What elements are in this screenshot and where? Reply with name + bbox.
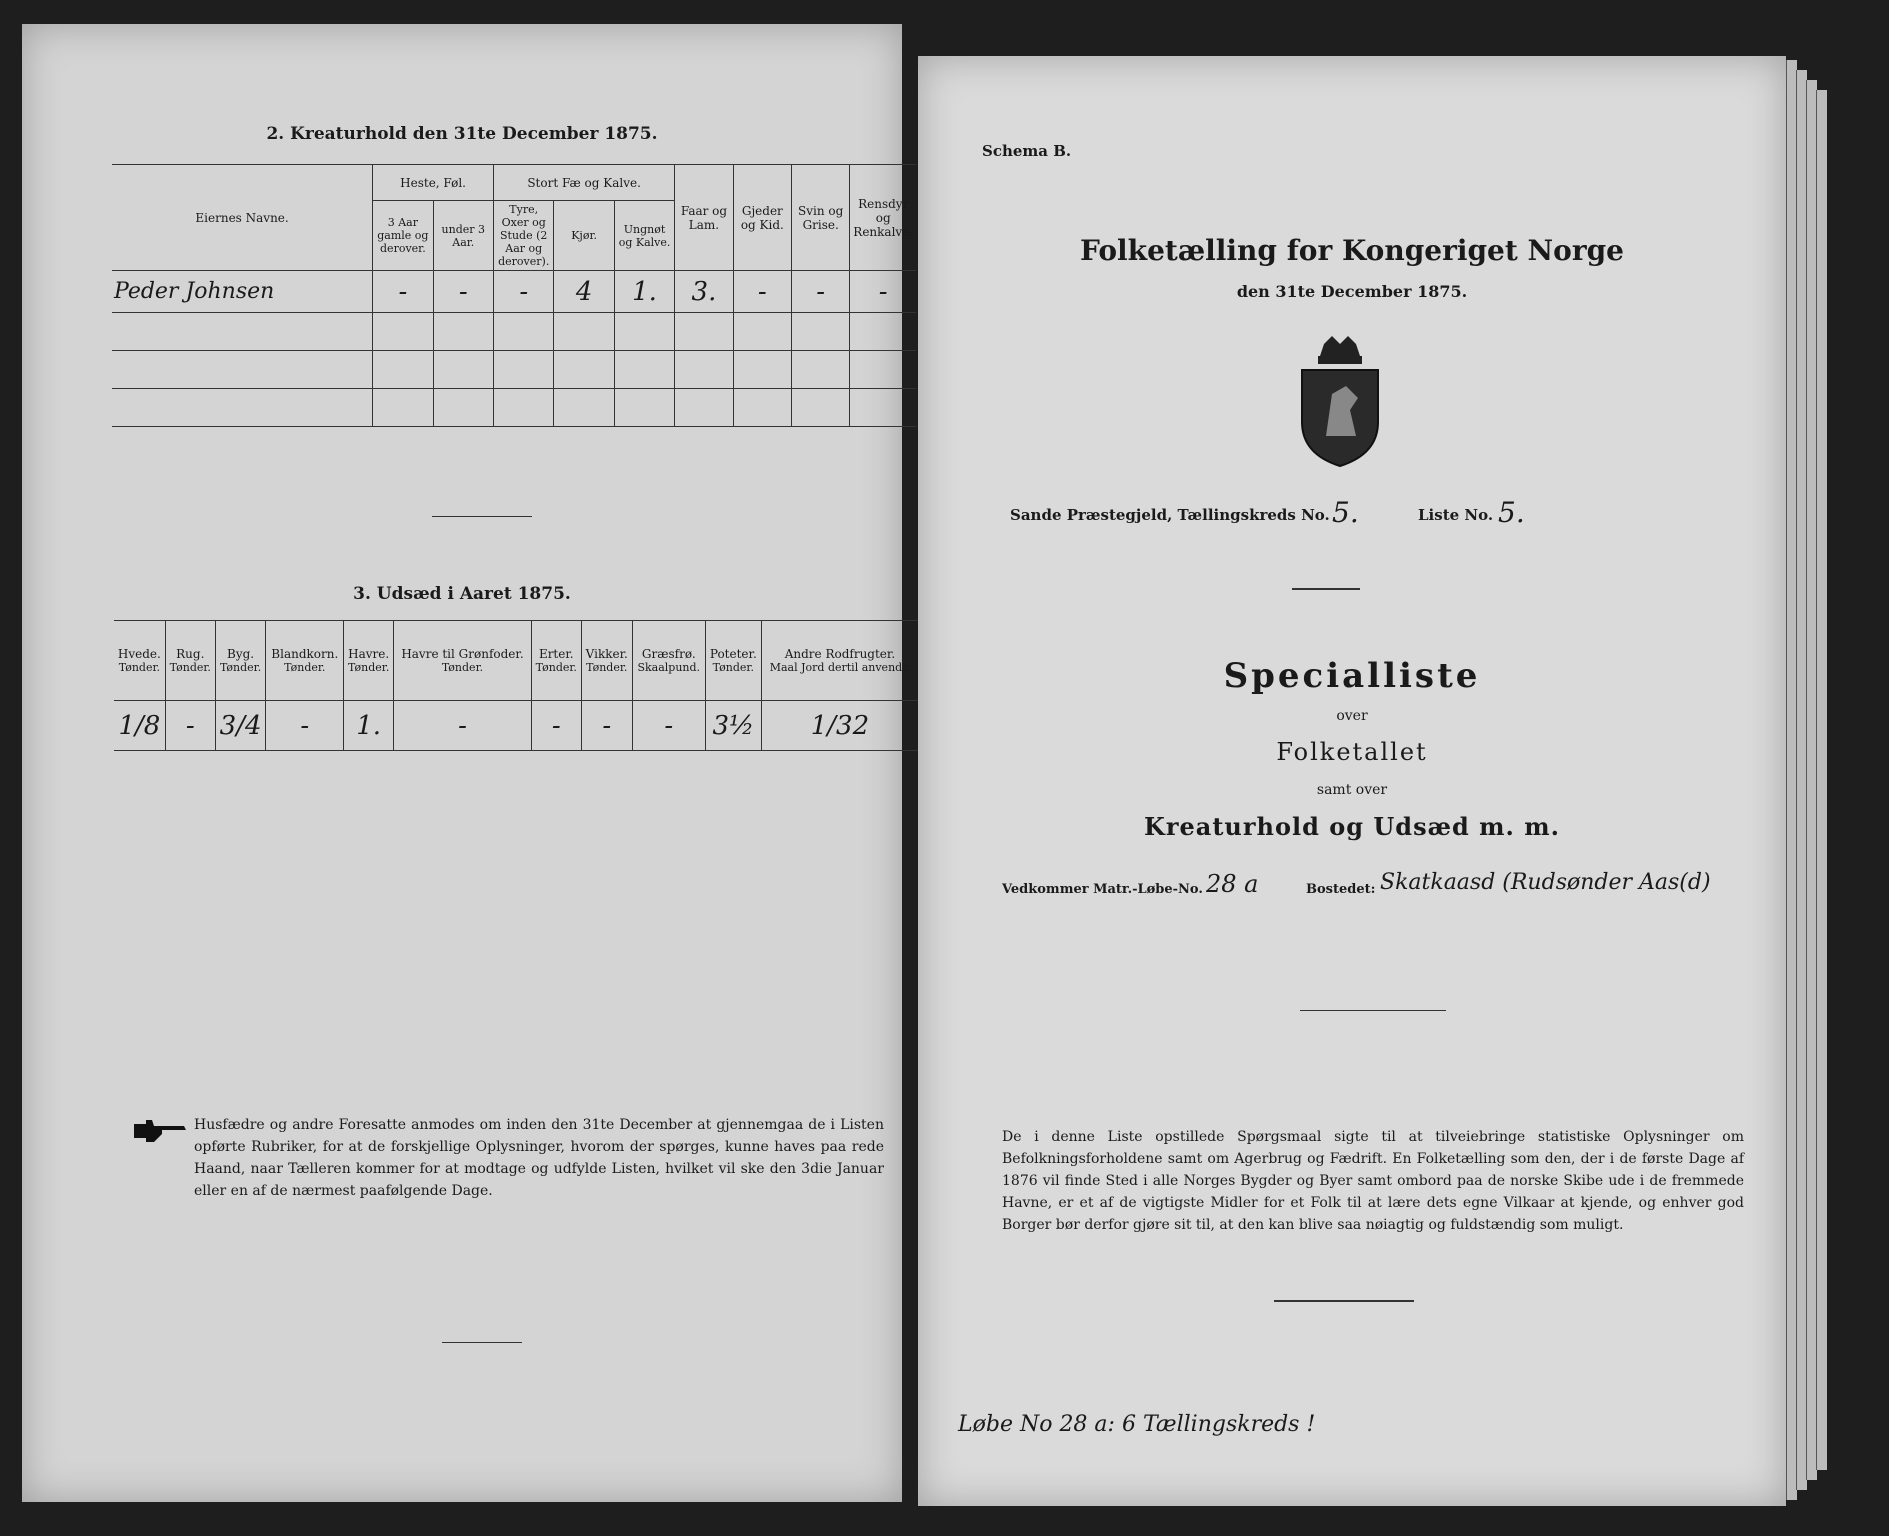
norway-coat-of-arms-icon <box>1288 336 1392 468</box>
value-faar: 3. <box>675 271 733 313</box>
value-rensdyr: - <box>850 271 916 313</box>
crop-value: 1/32 <box>761 701 918 751</box>
info-text: De i denne Liste opstillede Spørgsmaal sigte til at tilveiebringe statistiske Oplysninger om Befolkningsforholdene samt om Agerbrug og Fædrift. En Folketælling som den, der i de første Dage af 1876 vil finde Sted i alle Norges Bygder og Byer samt ombord paa de norske Skibe ude i de fremmede Havne, er et af de vigtigste Midler for et Folk til at lære dets egne Vilkaar at kjende, og enhver god Borger bør derfor gjøre sit til, at den kan blive saa nøiagtig og fuldstændig som muligt. <box>1002 1129 1744 1233</box>
liste-label: Liste No. <box>1418 506 1494 524</box>
group-heste: Heste, Føl. <box>373 165 494 201</box>
col-gjeder: Gjeder og Kid. <box>733 165 791 271</box>
col-rensdyr: Rensdyr og Renkalve. <box>850 165 916 271</box>
divider <box>1292 588 1360 590</box>
crop-header: Byg. <box>227 647 255 661</box>
kreds-number: 5. <box>1332 496 1359 529</box>
crop-header: Blandkorn. <box>271 647 339 661</box>
crop-value: - <box>632 701 705 751</box>
divider <box>1274 1300 1414 1302</box>
crop-header: Havre til Grønfoder. <box>401 647 524 661</box>
crop-unit: Tønder. <box>441 661 484 674</box>
left-page <box>22 24 914 1502</box>
crop-header: Rug. <box>176 647 205 661</box>
crop-header: Poteter. <box>709 647 757 661</box>
crop-value: - <box>266 701 344 751</box>
col-tyre: Tyre, Oxer og Stude (2 Aar og derover). <box>494 201 554 271</box>
form-date: den 31te December 1875. <box>1236 282 1468 301</box>
crop-header: Erter. <box>538 647 574 661</box>
group-stort: Stort Fæ og Kalve. <box>494 165 675 201</box>
footer-note: Løbe No 28 a: 6 Tællingskreds ! <box>958 1412 1316 1437</box>
crop-value: 1/8 <box>114 701 165 751</box>
pointing-hand-icon <box>132 1116 188 1146</box>
crop-unit: Maal Jord dertil anvendt. <box>769 661 911 674</box>
crop-unit: Tønder. <box>219 661 262 674</box>
crop-header: Vikker. <box>585 647 628 661</box>
crop-header: Græsfrø. <box>641 647 696 661</box>
crop-unit: Tønder. <box>169 661 211 674</box>
livestock-table <box>112 164 916 427</box>
notice-text: Husfædre og andre Foresatte anmodes om inden den 31te December at gjennemgaa de i Listen opførte Rubriker, for at de forskjellige Oplysninger, hvorom der spørges, kunne haves paa rede Haand, naar Tælleren kommer for at modtage og udfylde Listen, hvilket vil ske den 3die Januar eller en af de nærmest paafølgende Dage. <box>194 1117 884 1199</box>
value-kjor: 4 <box>554 271 614 313</box>
seed-table <box>114 620 918 751</box>
crop-value: 1. <box>344 701 394 751</box>
section2-title: 2. Kreaturhold den 31te December 1875. <box>266 124 658 144</box>
matr-number: 28 a <box>1206 870 1259 898</box>
liste-number: 5. <box>1498 496 1525 529</box>
matr-label: Vedkommer Matr.-Løbe-No. <box>1002 882 1203 897</box>
crop-unit: Tønder. <box>118 661 161 674</box>
page-edge <box>1816 90 1827 1470</box>
col-ungnot: Ungnøt og Kalve. <box>614 201 674 271</box>
bostedet-value: Skatkaasd (Rudsønder Aas(d) <box>1380 870 1711 895</box>
crop-unit: Tønder. <box>535 661 577 674</box>
value-ungnot: 1. <box>614 271 674 313</box>
crop-unit: Tønder. <box>284 661 326 674</box>
value-tyre: - <box>494 271 554 313</box>
value-under3: - <box>433 271 493 313</box>
crop-value: 3½ <box>705 701 761 751</box>
schema-label: Schema B. <box>982 142 1072 160</box>
value-3aar: - <box>373 271 433 313</box>
value-svin: - <box>792 271 850 313</box>
owner-name: Peder Johnsen <box>112 271 373 313</box>
crop-header: Hvede. <box>117 647 161 661</box>
value-gjeder: - <box>733 271 791 313</box>
divider <box>1300 1010 1446 1011</box>
parish-label: Sande Præstegjeld, Tællingskreds No. <box>1010 506 1330 524</box>
crop-value: - <box>165 701 215 751</box>
samt-over-label: samt over <box>1316 782 1388 798</box>
col-kjor: Kjør. <box>554 201 614 271</box>
crop-header: Havre. <box>348 647 390 661</box>
section3-title: 3. Udsæd i Aaret 1875. <box>353 584 571 604</box>
crop-value: - <box>581 701 632 751</box>
owner-header: Eiernes Navne. <box>112 165 373 271</box>
form-title: Folketælling for Kongeriget Norge <box>1080 234 1624 267</box>
specialliste-heading: Specialliste <box>1223 656 1481 696</box>
col-under3: under 3 Aar. <box>433 201 493 271</box>
crop-unit: Tønder. <box>586 661 628 674</box>
crop-unit: Tønder. <box>348 661 390 674</box>
over-label: over <box>1336 708 1368 724</box>
crop-unit: Tønder. <box>712 661 754 674</box>
divider <box>432 516 532 517</box>
folketallet-heading: Folketallet <box>1276 738 1428 766</box>
crop-value: - <box>531 701 581 751</box>
kreaturhold-heading: Kreaturhold og Udsæd m. m. <box>1144 812 1560 841</box>
divider <box>442 1342 522 1343</box>
col-3aar: 3 Aar gamle og derover. <box>373 201 433 271</box>
right-page <box>918 56 1786 1506</box>
crop-header: Andre Rodfrugter. <box>784 647 896 661</box>
crop-value: - <box>394 701 532 751</box>
crop-unit: Skaalpund. <box>637 661 701 674</box>
crop-value: 3/4 <box>215 701 266 751</box>
col-svin: Svin og Grise. <box>792 165 850 271</box>
col-faar: Faar og Lam. <box>675 165 733 271</box>
bostedet-label: Bostedet: <box>1306 882 1376 897</box>
